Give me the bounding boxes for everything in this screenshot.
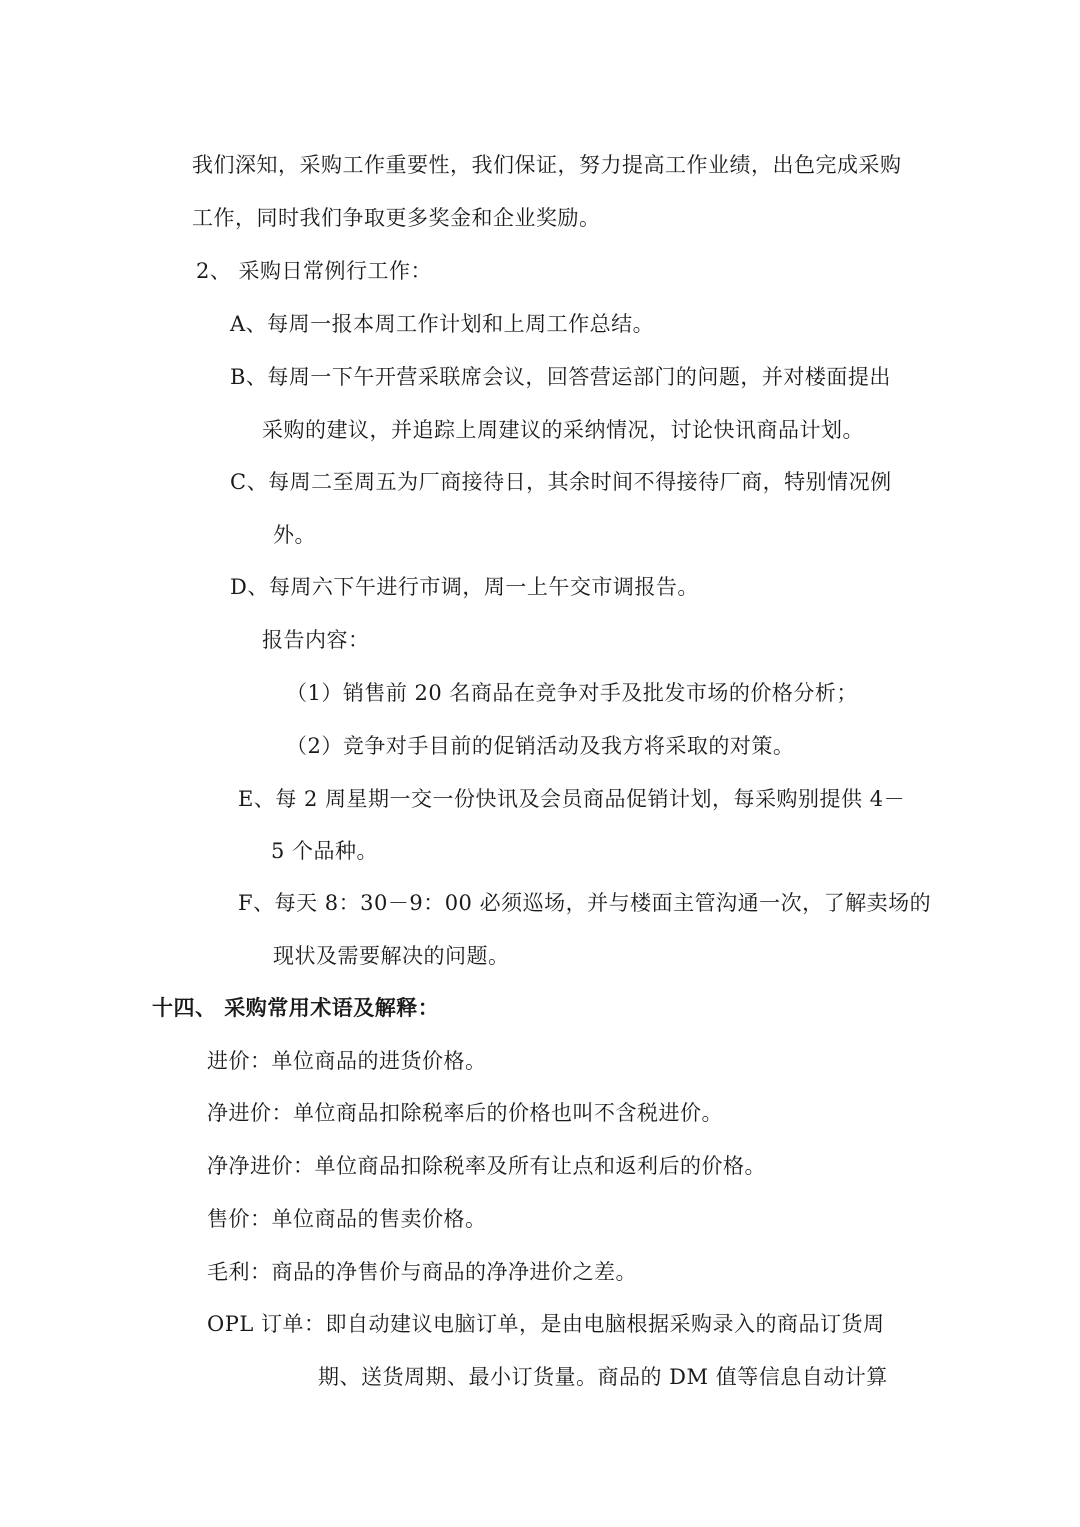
item-e-line-1: E、每 2 周星期一交一份快讯及会员商品促销计划，每采购别提供 4－ — [238, 787, 906, 811]
item-e-line-2: 5 个品种。 — [271, 839, 379, 863]
section-2-heading: 2、 采购日常例行工作： — [196, 259, 433, 283]
term-opl-order-line-2: 期、送货周期、最小订货量。商品的 DM 值等信息自动计算 — [318, 1365, 888, 1389]
section-14-heading: 十四、 采购常用术语及解释： — [152, 995, 440, 1020]
term-net-purchase-price: 净进价：单位商品扣除税率后的价格也叫不含税进价。 — [207, 1101, 723, 1125]
term-gross-profit: 毛利：商品的净售价与商品的净净进价之差。 — [207, 1260, 637, 1284]
item-f-line-2: 现状及需要解决的问题。 — [273, 944, 510, 968]
item-d: D、每周六下午进行市调，周一上午交市调报告。 — [230, 575, 699, 599]
term-opl-order-line-1: OPL 订单：即自动建议电脑订单，是由电脑根据采购录入的商品订货周 — [207, 1312, 885, 1336]
item-c-line-2: 外。 — [273, 523, 316, 547]
item-b-line-1: B、每周一下午开营采联席会议，回答营运部门的问题，并对楼面提出 — [230, 365, 891, 389]
report-label: 报告内容： — [262, 628, 370, 652]
item-c-line-1: C、每周二至周五为厂商接待日，其余时间不得接待厂商，特别情况例 — [230, 470, 892, 494]
item-b-line-2: 采购的建议，并追踪上周建议的采纳情况，讨论快讯商品计划。 — [262, 418, 864, 442]
term-selling-price: 售价：单位商品的售卖价格。 — [207, 1207, 487, 1231]
term-purchase-price: 进价：单位商品的进货价格。 — [207, 1049, 487, 1073]
report-item-1: （1）销售前 20 名商品在竞争对手及批发市场的价格分析； — [286, 681, 858, 705]
intro-line-1: 我们深知，采购工作重要性，我们保证，努力提高工作业绩，出色完成采购 — [192, 153, 902, 177]
item-a: A、每周一报本周工作计划和上周工作总结。 — [230, 312, 655, 336]
report-item-2: （2）竞争对手目前的促销活动及我方将采取的对策。 — [286, 734, 795, 758]
term-net-net-purchase-price: 净净进价：单位商品扣除税率及所有让点和返利后的价格。 — [207, 1154, 766, 1178]
item-f-line-1: F、每天 8：30－9：00 必须巡场，并与楼面主管沟通一次，了解卖场的 — [238, 891, 932, 915]
intro-line-2: 工作，同时我们争取更多奖金和企业奖励。 — [192, 206, 601, 230]
